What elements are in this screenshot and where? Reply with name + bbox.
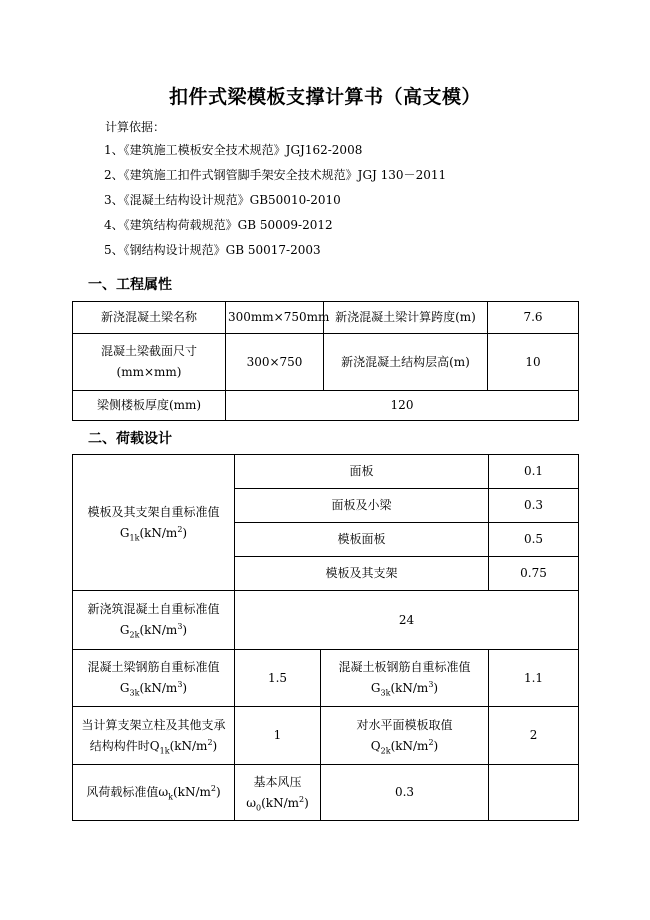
table-row <box>73 765 579 821</box>
reference-list <box>104 142 446 267</box>
q2k-value: 2 <box>489 707 579 765</box>
beam-name-value: 300mm×750mm <box>226 302 324 334</box>
reference-item: 2、《建筑施工扣件式钢管脚手架安全技术规范》JGJ 130－2011 <box>104 168 447 182</box>
reference-item: 4、《建筑结构荷载规范》GB 50009-2012 <box>104 218 333 232</box>
g1k-item-name: 模板及其支架 <box>235 557 489 591</box>
beam-name-label: 新浇混凝土梁名称 <box>73 302 226 334</box>
g1k-item-value: 0.5 <box>489 523 579 557</box>
load-design-table <box>72 454 579 821</box>
slab-thickness-value: 120 <box>226 391 579 421</box>
section-heading-engineering-properties: 一、工程属性 <box>88 277 172 293</box>
q1k-value: 1 <box>235 707 321 765</box>
g2k-value: 24 <box>235 591 579 650</box>
g3k-slab-label: 混凝土板钢筋自重标准值 $G_{3k}(kN/m^3)$ <box>321 650 489 707</box>
g1k-item-name: 面板及小梁 <box>235 489 489 523</box>
section-size-label: 混凝土梁截面尺寸 (mm×mm) <box>73 334 226 391</box>
table-row <box>73 650 579 707</box>
basic-wind-pressure-label: 基本风压 $\omega_0(kN/m^2)$ <box>235 765 321 821</box>
g1k-item-value: 0.3 <box>489 489 579 523</box>
g3k-beam-label: 混凝土梁钢筋自重标准值 $G_{3k}(kN/m^3)$ <box>73 650 235 707</box>
q1k-label: 当计算支架立柱及其他支承 结构构件时$Q_{1k}(kN/m^2)$ <box>73 707 235 765</box>
wind-load-label: 风荷载标准值$\omega_k(kN/m^2)$ <box>73 765 235 821</box>
q2k-label: 对水平面模板取值$Q_{2k}(kN/m^2)$ <box>321 707 489 765</box>
table-row <box>73 591 579 650</box>
reference-item: 3、《混凝土结构设计规范》GB50010-2010 <box>104 193 341 207</box>
floor-height-value: 10 <box>488 334 579 391</box>
document-title: 扣件式梁模板支撑计算书（高支模） <box>168 86 481 108</box>
slab-thickness-label: 梁侧楼板厚度(mm) <box>73 391 226 421</box>
table-row <box>73 302 579 334</box>
table-row <box>73 334 579 391</box>
g3k-slab-value: 1.1 <box>489 650 579 707</box>
g2k-label: 新浇筑混凝土自重标准值 $G_{2k}(kN/m^3)$ <box>73 591 235 650</box>
span-value: 7.6 <box>488 302 579 334</box>
empty-cell <box>489 765 579 821</box>
section-size-value: 300×750 <box>226 334 324 391</box>
g1k-item-value: 0.75 <box>489 557 579 591</box>
calculation-basis-label: 计算依据： <box>105 120 166 134</box>
engineering-properties-table <box>72 301 579 421</box>
floor-height-label: 新浇混凝土结构层高(m) <box>324 334 488 391</box>
span-label: 新浇混凝土梁计算跨度(m) <box>324 302 488 334</box>
g1k-item-value: 0.1 <box>489 455 579 489</box>
g1k-label: 模板及其支架自重标准值 $G_{1k}(kN/m^2)$ <box>73 455 235 591</box>
basic-wind-pressure-value: 0.3 <box>321 765 489 821</box>
section-heading-load-design: 二、荷载设计 <box>88 431 172 447</box>
g1k-item-name: 模板面板 <box>235 523 489 557</box>
table-row <box>73 707 579 765</box>
reference-item: 1、《建筑施工模板安全技术规范》JGJ162-2008 <box>104 143 363 157</box>
g1k-item-name: 面板 <box>235 455 489 489</box>
reference-item: 5、《钢结构设计规范》GB 50017-2003 <box>104 243 321 257</box>
table-row <box>73 391 579 421</box>
table-row <box>73 455 579 489</box>
g3k-beam-value: 1.5 <box>235 650 321 707</box>
